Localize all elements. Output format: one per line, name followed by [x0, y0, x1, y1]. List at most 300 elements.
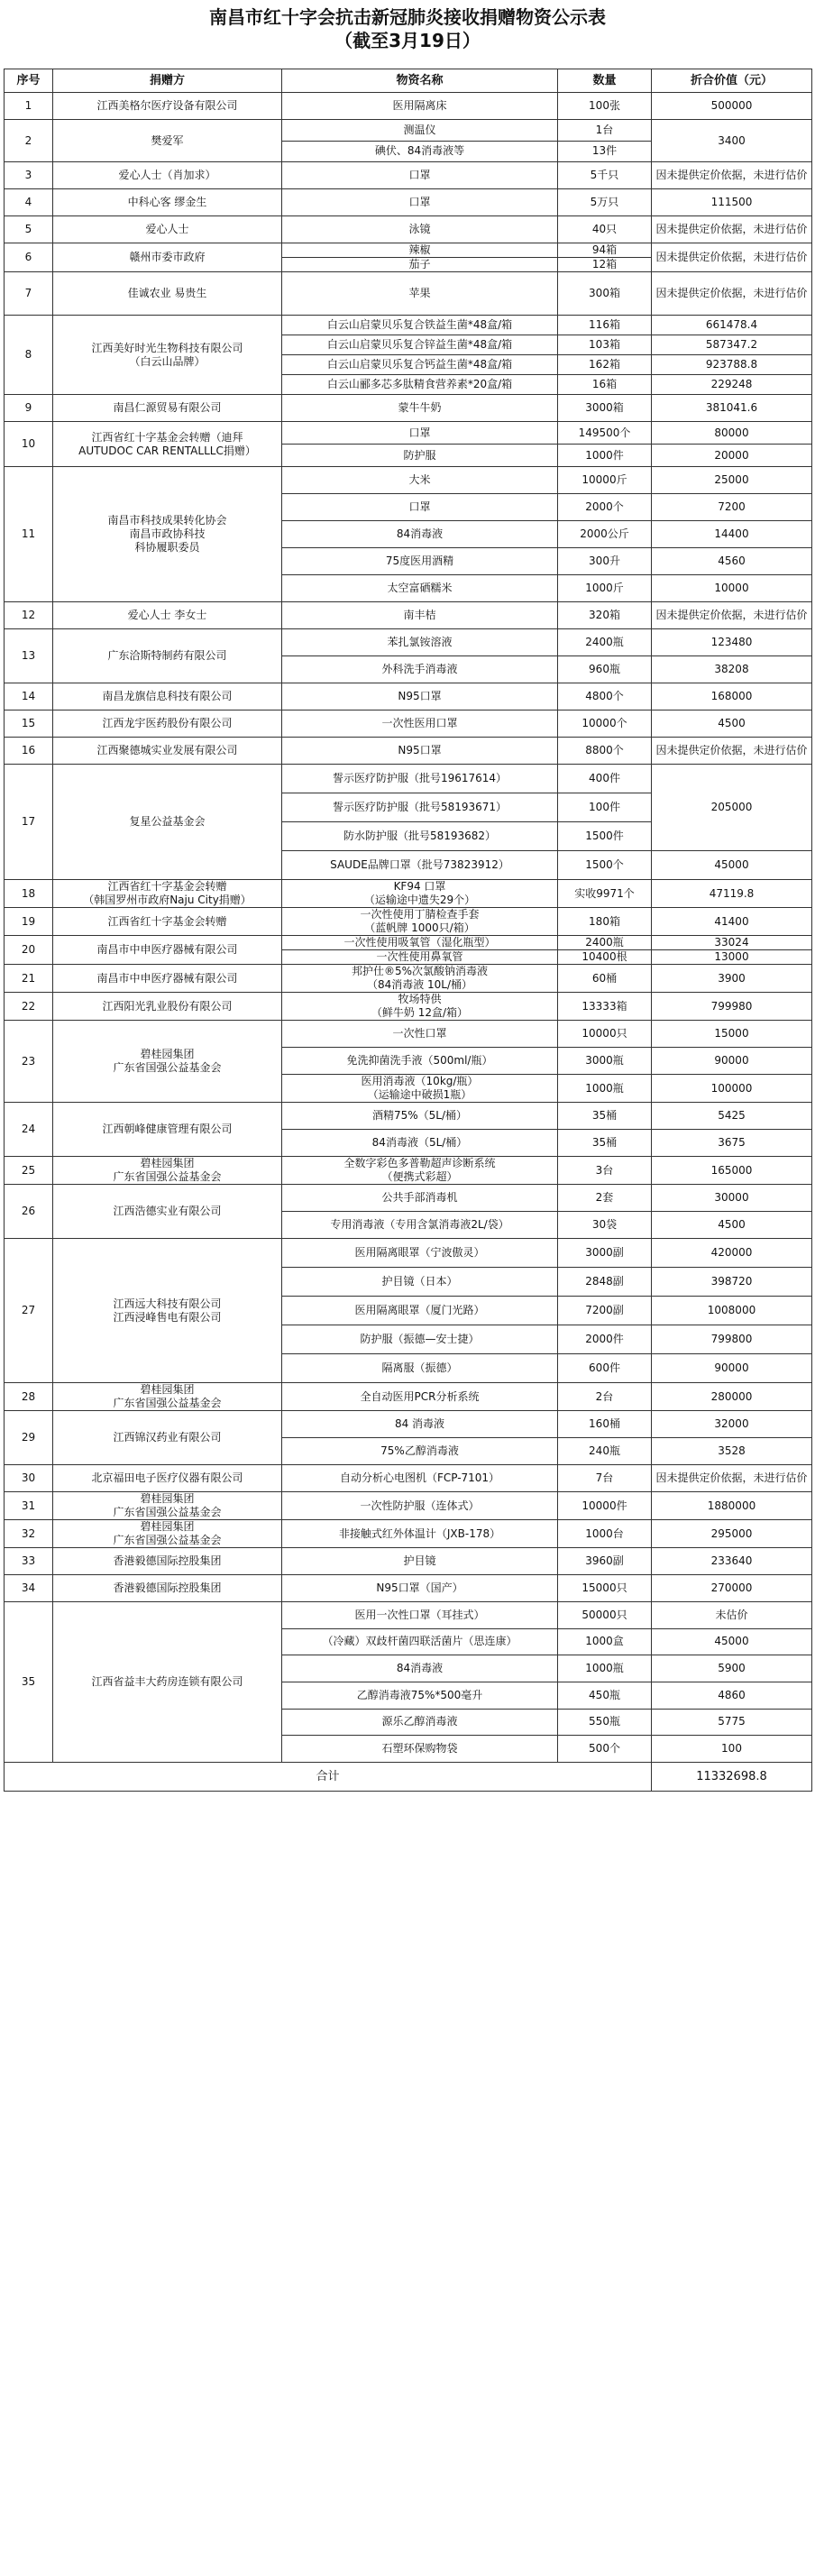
cell-value: 3400: [652, 120, 812, 162]
cell-donor: 南昌市中申医疗器械有限公司: [53, 965, 282, 993]
cell-value: 1008000: [652, 1297, 812, 1325]
header-row: [5, 69, 812, 93]
cell-value: 30000: [652, 1185, 812, 1212]
cell-qty: 300箱: [558, 272, 652, 316]
table-row: [5, 162, 812, 189]
cell-item: 苯扎氯铵溶液: [282, 629, 558, 656]
cell-item: 一次性使用丁腈检查手套 （蓝帆牌 1000只/箱）: [282, 908, 558, 936]
cell-item: 84消毒液: [282, 1655, 558, 1682]
cell-donor: 江西聚德城实业发展有限公司: [53, 738, 282, 765]
table-row: [5, 629, 812, 656]
cell-item: 护目镜（日本）: [282, 1268, 558, 1297]
cell-donor: 江西朝峰健康管理有限公司: [53, 1103, 282, 1157]
cell-item: 测温仪: [282, 120, 558, 142]
cell-seq: 3: [5, 162, 53, 189]
cell-value: 45000: [652, 1628, 812, 1655]
cell-donor: 碧桂园集团 广东省国强公益基金会: [53, 1492, 282, 1520]
table-row: [5, 1465, 812, 1492]
cell-seq: 13: [5, 629, 53, 683]
cell-qty: 10000斤: [558, 467, 652, 494]
cell-value: 500000: [652, 93, 812, 120]
cell-qty: 40只: [558, 216, 652, 243]
cell-qty: 2000个: [558, 494, 652, 521]
cell-qty: 3000瓶: [558, 1048, 652, 1075]
cell-value: 5425: [652, 1103, 812, 1130]
total-row: [5, 1762, 812, 1791]
cell-qty: 1000件: [558, 445, 652, 467]
table-row: [5, 738, 812, 765]
cell-value: 因未提供定价依据，未进行估价: [652, 272, 812, 316]
cell-value: 33024: [652, 936, 812, 950]
cell-item: 酒精75%（5L/桶）: [282, 1103, 558, 1130]
cell-item: 牧场特供 （鲜牛奶 12盒/箱）: [282, 993, 558, 1021]
cell-qty: 116箱: [558, 316, 652, 335]
header-donor: 捐赠方: [53, 69, 282, 93]
cell-donor: 碧桂园集团 广东省国强公益基金会: [53, 1520, 282, 1548]
cell-qty: 2848副: [558, 1268, 652, 1297]
cell-item: 75%乙醇消毒液: [282, 1438, 558, 1465]
cell-value: 420000: [652, 1239, 812, 1268]
cell-value: 100: [652, 1736, 812, 1763]
donation-table: [4, 69, 812, 1792]
header-qty: 数量: [558, 69, 652, 93]
cell-value: 14400: [652, 521, 812, 548]
cell-donor: 碧桂园集团 广东省国强公益基金会: [53, 1157, 282, 1185]
header-value: 折合价值（元）: [652, 69, 812, 93]
cell-qty: 30袋: [558, 1212, 652, 1239]
cell-value: 123480: [652, 629, 812, 656]
cell-value: 661478.4: [652, 316, 812, 335]
table-row: [5, 1602, 812, 1629]
cell-seq: 12: [5, 602, 53, 629]
cell-value: 3528: [652, 1438, 812, 1465]
header-item: 物资名称: [282, 69, 558, 93]
cell-item: 誓示医疗防护服（批号19617614）: [282, 765, 558, 793]
cell-value: 47119.8: [652, 880, 812, 908]
cell-seq: 2: [5, 120, 53, 162]
cell-qty: 5千只: [558, 162, 652, 189]
cell-value: 38208: [652, 656, 812, 683]
cell-qty: 1000台: [558, 1520, 652, 1548]
cell-item: 75度医用酒精: [282, 548, 558, 575]
cell-seq: 30: [5, 1465, 53, 1492]
cell-donor: 复星公益基金会: [53, 765, 282, 880]
cell-donor: 江西省红十字基金会转赠（迪拜 AUTUDOC CAR RENTALLLC捐赠）: [53, 422, 282, 467]
cell-seq: 14: [5, 683, 53, 710]
table-row: [5, 1103, 812, 1130]
cell-seq: 11: [5, 467, 53, 602]
cell-donor: 广东洽斯特制药有限公司: [53, 629, 282, 683]
cell-qty: 94箱: [558, 243, 652, 258]
cell-item: 一次性口罩: [282, 1021, 558, 1048]
cell-item: 苹果: [282, 272, 558, 316]
cell-value: 32000: [652, 1411, 812, 1438]
cell-item: 白云山郦多芯多肽精食营养素*20盒/箱: [282, 375, 558, 395]
cell-qty: 1000盒: [558, 1628, 652, 1655]
cell-qty: 13件: [558, 141, 652, 162]
cell-value: 4560: [652, 548, 812, 575]
cell-item: 医用消毒液（10kg/瓶） （运输途中破损1瓶）: [282, 1075, 558, 1103]
cell-seq: 33: [5, 1548, 53, 1575]
cell-qty: 160桶: [558, 1411, 652, 1438]
cell-qty: 2套: [558, 1185, 652, 1212]
cell-value: 因未提供定价依据，未进行估价: [652, 243, 812, 272]
cell-qty: 2000件: [558, 1325, 652, 1354]
cell-donor: 南昌市中申医疗器械有限公司: [53, 936, 282, 965]
title-line-1: 南昌市红十字会抗击新冠肺炎接收捐赠物资公示表: [209, 6, 606, 28]
cell-seq: 20: [5, 936, 53, 965]
table-row: [5, 1492, 812, 1520]
cell-value: 280000: [652, 1383, 812, 1411]
cell-item: 源乐乙醇消毒液: [282, 1709, 558, 1736]
cell-qty: 1000瓶: [558, 1655, 652, 1682]
cell-item: 口罩: [282, 422, 558, 445]
cell-seq: 21: [5, 965, 53, 993]
cell-donor: 佳诚农业 易贵生: [53, 272, 282, 316]
cell-value: 90000: [652, 1048, 812, 1075]
cell-value: 100000: [652, 1075, 812, 1103]
cell-donor: 中科心客 缪金生: [53, 189, 282, 216]
cell-item: 辣椒: [282, 243, 558, 258]
header-seq: 序号: [5, 69, 53, 93]
cell-value: 80000: [652, 422, 812, 445]
cell-qty: 3台: [558, 1157, 652, 1185]
cell-item: 口罩: [282, 162, 558, 189]
cell-qty: 16箱: [558, 375, 652, 395]
table-row: [5, 272, 812, 316]
cell-value: 270000: [652, 1575, 812, 1602]
cell-seq: 5: [5, 216, 53, 243]
cell-qty: 5万只: [558, 189, 652, 216]
cell-value: 5900: [652, 1655, 812, 1682]
total-value: 11332698.8: [652, 1762, 812, 1791]
cell-value: 90000: [652, 1354, 812, 1383]
table-row: [5, 1575, 812, 1602]
table-row: [5, 1411, 812, 1438]
cell-seq: 10: [5, 422, 53, 467]
cell-value: 381041.6: [652, 395, 812, 422]
cell-qty: 2000公斤: [558, 521, 652, 548]
table-row: [5, 316, 812, 335]
cell-qty: 7200副: [558, 1297, 652, 1325]
cell-donor: 碧桂园集团 广东省国强公益基金会: [53, 1021, 282, 1103]
table-row: [5, 467, 812, 494]
cell-value: 因未提供定价依据，未进行估价: [652, 216, 812, 243]
cell-value: 4500: [652, 1212, 812, 1239]
cell-item: 护目镜: [282, 1548, 558, 1575]
cell-donor: 爱心人士（肖加求）: [53, 162, 282, 189]
cell-item: 医用隔离眼罩（厦门光路）: [282, 1297, 558, 1325]
cell-item: 全数字彩色多普勒超声诊断系统 （便携式彩超）: [282, 1157, 558, 1185]
cell-donor: 香港毅德国际控股集团: [53, 1575, 282, 1602]
cell-donor: 江西美格尔医疗设备有限公司: [53, 93, 282, 120]
cell-donor: 江西阳光乳业股份有限公司: [53, 993, 282, 1021]
cell-item: 一次性医用口罩: [282, 710, 558, 738]
cell-seq: 32: [5, 1520, 53, 1548]
table-row: [5, 1157, 812, 1185]
table-row: [5, 936, 812, 950]
cell-qty: 3960副: [558, 1548, 652, 1575]
cell-value: 因未提供定价依据，未进行估价: [652, 1465, 812, 1492]
cell-value: 168000: [652, 683, 812, 710]
table-row: [5, 189, 812, 216]
cell-seq: 27: [5, 1239, 53, 1383]
table-row: [5, 965, 812, 993]
cell-value: 15000: [652, 1021, 812, 1048]
cell-value: 因未提供定价依据，未进行估价: [652, 162, 812, 189]
cell-value: 3900: [652, 965, 812, 993]
cell-qty: 60桶: [558, 965, 652, 993]
cell-seq: 23: [5, 1021, 53, 1103]
cell-qty: 15000只: [558, 1575, 652, 1602]
cell-donor: 江西远大科技有限公司 江西浸峰售电有限公司: [53, 1239, 282, 1383]
cell-seq: 19: [5, 908, 53, 936]
cell-seq: 6: [5, 243, 53, 272]
cell-item: N95口罩: [282, 683, 558, 710]
table-row: [5, 880, 812, 908]
cell-item: 自动分析心电图机（FCP-7101）: [282, 1465, 558, 1492]
cell-item: 口罩: [282, 189, 558, 216]
cell-qty: 实收9971个: [558, 880, 652, 908]
cell-item: 太空富硒糯米: [282, 575, 558, 602]
cell-donor: 爱心人士 李女士: [53, 602, 282, 629]
cell-item: 隔离服（振德）: [282, 1354, 558, 1383]
cell-seq: 35: [5, 1602, 53, 1763]
cell-item: 一次性防护服（连体式）: [282, 1492, 558, 1520]
cell-value: 3675: [652, 1130, 812, 1157]
cell-value: 165000: [652, 1157, 812, 1185]
cell-value: 7200: [652, 494, 812, 521]
cell-donor: 樊爱军: [53, 120, 282, 162]
cell-qty: 2400瓶: [558, 629, 652, 656]
cell-item: （冷藏）双歧杆菌四联活菌片（思连康）: [282, 1628, 558, 1655]
cell-qty: 162箱: [558, 355, 652, 375]
table-body: [5, 93, 812, 1792]
cell-qty: 103箱: [558, 335, 652, 355]
cell-value: 41400: [652, 908, 812, 936]
cell-qty: 180箱: [558, 908, 652, 936]
cell-qty: 35桶: [558, 1103, 652, 1130]
cell-qty: 600件: [558, 1354, 652, 1383]
cell-item: 乙醇消毒液75%*500毫升: [282, 1682, 558, 1709]
cell-seq: 24: [5, 1103, 53, 1157]
cell-value: 233640: [652, 1548, 812, 1575]
cell-item: 医用隔离眼罩（宁波傲灵）: [282, 1239, 558, 1268]
cell-seq: 1: [5, 93, 53, 120]
cell-item: 南丰桔: [282, 602, 558, 629]
cell-item: 防护服: [282, 445, 558, 467]
cell-donor: 江西省红十字基金会转赠: [53, 908, 282, 936]
cell-qty: 3000副: [558, 1239, 652, 1268]
cell-value: 111500: [652, 189, 812, 216]
cell-item: 泳镜: [282, 216, 558, 243]
cell-qty: 960瓶: [558, 656, 652, 683]
cell-value: 4860: [652, 1682, 812, 1709]
cell-item: 全自动医用PCR分析系统: [282, 1383, 558, 1411]
cell-value: 295000: [652, 1520, 812, 1548]
cell-donor: 南昌龙旗信息科技有限公司: [53, 683, 282, 710]
table-row: [5, 395, 812, 422]
table-row: [5, 93, 812, 120]
cell-qty: 450瓶: [558, 1682, 652, 1709]
cell-seq: 34: [5, 1575, 53, 1602]
table-row: [5, 1383, 812, 1411]
table-row: [5, 1548, 812, 1575]
cell-seq: 18: [5, 880, 53, 908]
cell-item: 医用一次性口罩（耳挂式）: [282, 1602, 558, 1629]
cell-seq: 16: [5, 738, 53, 765]
page-title: [0, 5, 815, 52]
table-row: [5, 243, 812, 258]
cell-qty: 100件: [558, 793, 652, 822]
total-label: 合计: [5, 1762, 652, 1791]
cell-qty: 13333箱: [558, 993, 652, 1021]
table-row: [5, 1239, 812, 1268]
cell-item: 口罩: [282, 494, 558, 521]
table-row: [5, 710, 812, 738]
cell-donor: 江西浩德实业有限公司: [53, 1185, 282, 1239]
cell-qty: 10400根: [558, 950, 652, 965]
table-row: [5, 422, 812, 445]
cell-value: 20000: [652, 445, 812, 467]
cell-qty: 35桶: [558, 1130, 652, 1157]
cell-donor: 江西龙宇医药股份有限公司: [53, 710, 282, 738]
cell-item: 84 消毒液: [282, 1411, 558, 1438]
cell-item: 誓示医疗防护服（批号58193671）: [282, 793, 558, 822]
table-row: [5, 1185, 812, 1212]
cell-qty: 50000只: [558, 1602, 652, 1629]
cell-item: 邦护仕®5%次氯酸钠消毒液 （84消毒液 10L/桶）: [282, 965, 558, 993]
cell-qty: 12箱: [558, 258, 652, 272]
cell-donor: 爱心人士: [53, 216, 282, 243]
cell-value: 923788.8: [652, 355, 812, 375]
cell-donor: 赣州市委市政府: [53, 243, 282, 272]
cell-donor: 香港毅德国际控股集团: [53, 1548, 282, 1575]
cell-value: 1880000: [652, 1492, 812, 1520]
cell-item: 免洗抑菌洗手液（500ml/瓶）: [282, 1048, 558, 1075]
cell-seq: 31: [5, 1492, 53, 1520]
cell-seq: 9: [5, 395, 53, 422]
cell-value: 10000: [652, 575, 812, 602]
cell-value: 因未提供定价依据，未进行估价: [652, 602, 812, 629]
cell-value: 因未提供定价依据，未进行估价: [652, 738, 812, 765]
cell-item: SAUDE品牌口罩（批号73823912）: [282, 851, 558, 880]
cell-item: 白云山启蒙贝乐复合锌益生菌*48盒/箱: [282, 335, 558, 355]
cell-qty: 8800个: [558, 738, 652, 765]
cell-value: 229248: [652, 375, 812, 395]
cell-seq: 25: [5, 1157, 53, 1185]
cell-item: 蒙牛牛奶: [282, 395, 558, 422]
title-line-2: （截至3月19日）: [334, 30, 481, 51]
table-row: [5, 1520, 812, 1548]
cell-donor: 南昌市科技成果转化协会 南昌市政协科技 科协履职委员: [53, 467, 282, 602]
cell-qty: 240瓶: [558, 1438, 652, 1465]
cell-qty: 1000斤: [558, 575, 652, 602]
cell-value: 799980: [652, 993, 812, 1021]
cell-donor: 北京福田电子医疗仪器有限公司: [53, 1465, 282, 1492]
cell-donor: 江西美好时光生物科技有限公司 （白云山品牌）: [53, 316, 282, 395]
cell-value: 799800: [652, 1325, 812, 1354]
cell-qty: 320箱: [558, 602, 652, 629]
cell-qty: 300升: [558, 548, 652, 575]
cell-value: 13000: [652, 950, 812, 965]
cell-item: 非接触式红外体温计（JXB-178）: [282, 1520, 558, 1548]
cell-item: 石塑环保购物袋: [282, 1736, 558, 1763]
cell-item: 公共手部消毒机: [282, 1185, 558, 1212]
cell-item: 大米: [282, 467, 558, 494]
cell-qty: 3000箱: [558, 395, 652, 422]
cell-seq: 26: [5, 1185, 53, 1239]
cell-qty: 1000瓶: [558, 1075, 652, 1103]
cell-value: 25000: [652, 467, 812, 494]
table-row: [5, 216, 812, 243]
table-row: [5, 602, 812, 629]
cell-item: 外科洗手消毒液: [282, 656, 558, 683]
cell-qty: 1500个: [558, 851, 652, 880]
cell-qty: 7台: [558, 1465, 652, 1492]
cell-seq: 17: [5, 765, 53, 880]
cell-donor: 碧桂园集团 广东省国强公益基金会: [53, 1383, 282, 1411]
cell-value: 205000: [652, 765, 812, 851]
cell-qty: 2400瓶: [558, 936, 652, 950]
table-row: [5, 120, 812, 142]
cell-item: 医用隔离床: [282, 93, 558, 120]
table-row: [5, 993, 812, 1021]
cell-item: 专用消毒液（专用含氯消毒液2L/袋）: [282, 1212, 558, 1239]
cell-value: 4500: [652, 710, 812, 738]
table-row: [5, 683, 812, 710]
cell-donor: 南昌仁源贸易有限公司: [53, 395, 282, 422]
cell-item: 防护服（振德—安士捷）: [282, 1325, 558, 1354]
cell-item: 84消毒液（5L/桶）: [282, 1130, 558, 1157]
cell-value: 587347.2: [652, 335, 812, 355]
cell-item: 84消毒液: [282, 521, 558, 548]
cell-value: 398720: [652, 1268, 812, 1297]
cell-item: 茄子: [282, 258, 558, 272]
cell-qty: 550瓶: [558, 1709, 652, 1736]
cell-item: KF94 口罩 （运输途中遗失29个）: [282, 880, 558, 908]
cell-item: 防水防护服（批号58193682）: [282, 822, 558, 851]
cell-qty: 1台: [558, 120, 652, 142]
cell-qty: 10000个: [558, 710, 652, 738]
cell-value: 45000: [652, 851, 812, 880]
cell-item: N95口罩（国产）: [282, 1575, 558, 1602]
cell-seq: 22: [5, 993, 53, 1021]
table-row: [5, 1021, 812, 1048]
cell-qty: 400件: [558, 765, 652, 793]
cell-donor: 江西省益丰大药房连锁有限公司: [53, 1602, 282, 1763]
cell-item: 白云山启蒙贝乐复合铁益生菌*48盒/箱: [282, 316, 558, 335]
cell-value: 5775: [652, 1709, 812, 1736]
cell-item: 白云山启蒙贝乐复合钙益生菌*48盒/箱: [282, 355, 558, 375]
cell-qty: 149500个: [558, 422, 652, 445]
cell-seq: 15: [5, 710, 53, 738]
cell-seq: 4: [5, 189, 53, 216]
cell-qty: 1500件: [558, 822, 652, 851]
cell-qty: 10000只: [558, 1021, 652, 1048]
cell-item: N95口罩: [282, 738, 558, 765]
cell-qty: 10000件: [558, 1492, 652, 1520]
cell-seq: 28: [5, 1383, 53, 1411]
cell-seq: 29: [5, 1411, 53, 1465]
cell-seq: 7: [5, 272, 53, 316]
cell-value: 未估价: [652, 1602, 812, 1629]
cell-qty: 2台: [558, 1383, 652, 1411]
cell-item: 一次性使用吸氧管（湿化瓶型）: [282, 936, 558, 950]
cell-qty: 500个: [558, 1736, 652, 1763]
cell-qty: 4800个: [558, 683, 652, 710]
cell-item: 一次性使用鼻氧管: [282, 950, 558, 965]
